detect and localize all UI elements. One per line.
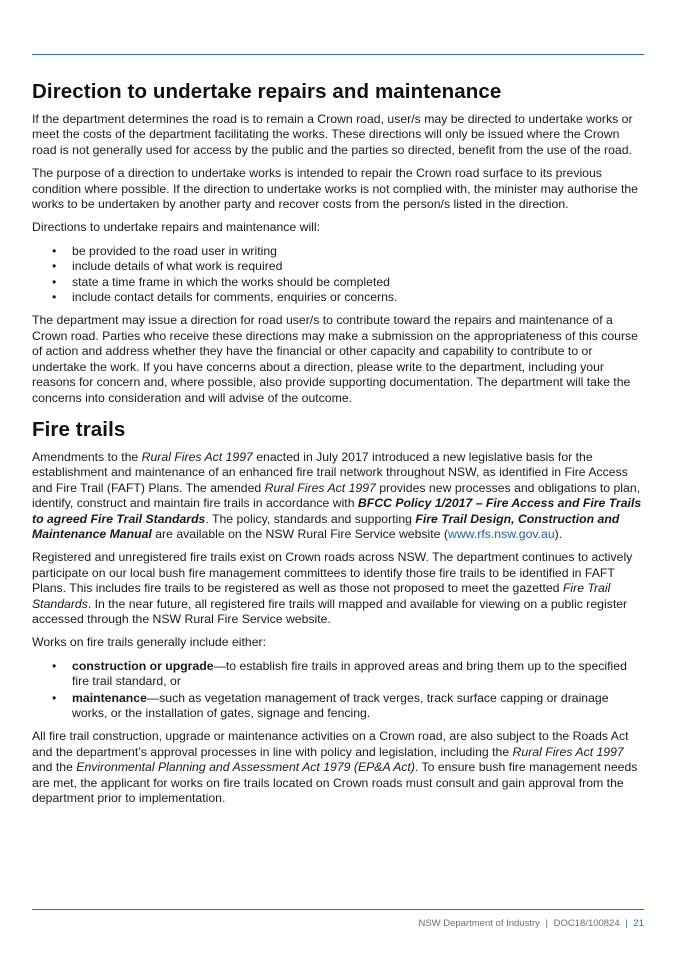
list-item: • maintenance—such as vegetation management of track verges, track surface capping or drainage works, or the installation of gates, signage and fencing. xyxy=(52,690,609,720)
paragraph: Directions to undertake repairs and maintenance will: xyxy=(32,220,321,235)
list-item: • include details of what work is required xyxy=(52,259,283,274)
page-number: 21 xyxy=(633,918,644,929)
list-item: • construction or upgrade—to establish fire trails in approved areas and bring them up to the specified fire trail standard, or xyxy=(52,658,627,689)
header-rule xyxy=(32,54,644,55)
paragraph: Works on fire trails generally include either: xyxy=(32,635,266,650)
bullet-icon: • xyxy=(52,658,57,673)
footer-org: NSW Department of Industry xyxy=(418,918,540,929)
paragraph: The purpose of a direction to undertake works is intended to repair the Crown road surface to its previous condition where possible. If the direction to undertake works is not complied with, the minister may authorise the works to be undertaken by another party and recover costs from the person/s listed in the direction. xyxy=(32,166,638,212)
paragraph: All fire trail construction, upgrade or maintenance activities on a Crown road, are also subject to the Roads Act and the department’s approval processes in line with policy and legislation, including the Rural Fires Act 1997 and the Environmental Planning and Assessment Act 1979 (EP&A Act). To ensure bush fire management needs are met, the applicant for works on fire trails located on Crown roads must consult and gain approval from the department prior to implementation. xyxy=(32,729,638,806)
list-item: • state a time frame in which the works should be completed xyxy=(52,274,390,289)
bullet-icon: • xyxy=(52,290,57,305)
bullet-icon: • xyxy=(52,259,57,274)
list-item: • be provided to the road user in writing xyxy=(52,243,277,258)
bullet-list-directions xyxy=(32,244,644,306)
footer-separator: | xyxy=(545,918,548,929)
section-heading-repairs: Direction to undertake repairs and maintenance xyxy=(32,80,502,103)
paragraph: If the department determines the road is to remain a Crown road, user/s may be directed to undertake works or meet the costs of the department facilitating the works. These directions will only be issued where the Crown road is not generally used for access by the public and the parties so directed, benefit from the use of the road. xyxy=(32,112,633,157)
footer-rule xyxy=(32,909,644,910)
footer-separator: | xyxy=(625,918,628,929)
paragraph: Registered and unregistered fire trails exist on Crown roads across NSW. The department continues to actively participate on our local bush fire management committees to identify those fire trails to be identified in FAFT Plans. This includes fire trails to be registered as well as those not proposed to meet the gazetted Fire Trail Standards. In the near future, all registered fire trails will mapped and available for viewing on a public register accessed through the NSW Rural Fire Service website. xyxy=(32,550,633,626)
bullet-icon: • xyxy=(52,274,57,289)
page-footer xyxy=(418,918,644,929)
page-content xyxy=(32,80,644,814)
rfs-website-link[interactable]: www.rfs.nsw.gov.au xyxy=(447,526,555,541)
section-heading-fire-trails: Fire trails xyxy=(32,417,126,441)
bullet-icon: • xyxy=(52,243,57,258)
paragraph: The department may issue a direction for road user/s to contribute toward the repairs and maintenance of a Crown road. Parties who receive these directions may make a submission on the appropriateness of this course of action and address whether they have the financial or other capacity and capability to contribute to or undertake the work. If you have concerns about a direction, please write to the department, including your reasons for concern and, where possible, also provide supporting documentation. The department will take the concerns into consideration and will advise of the outcome. xyxy=(32,313,638,405)
paragraph: Amendments to the Rural Fires Act 1997 enacted in July 2017 introduced a new legislative basis for the establishment and maintenance of an enhanced fire trail network throughout NSW, as identified in Fire Access and Fire Trail (FAFT) Plans. The amended Rural Fires Act 1997 provides new processes and obligations to plan, identify, construct and maintain fire trails in accordance with BFCC Policy 1/2017 – Fire Access and Fire Trails to agreed Fire Trail Standards. The policy, standards and supporting Fire Trail Design, Construction and Maintenance Manual are available on the NSW Rural Fire Service website (www.rfs.nsw.gov.au). xyxy=(32,449,642,541)
bullet-icon: • xyxy=(52,690,57,705)
footer-doc-id: DOC18/100824 xyxy=(553,918,620,929)
bullet-list-works xyxy=(32,659,644,722)
list-item: • include contact details for comments, enquiries or concerns. xyxy=(52,290,398,305)
